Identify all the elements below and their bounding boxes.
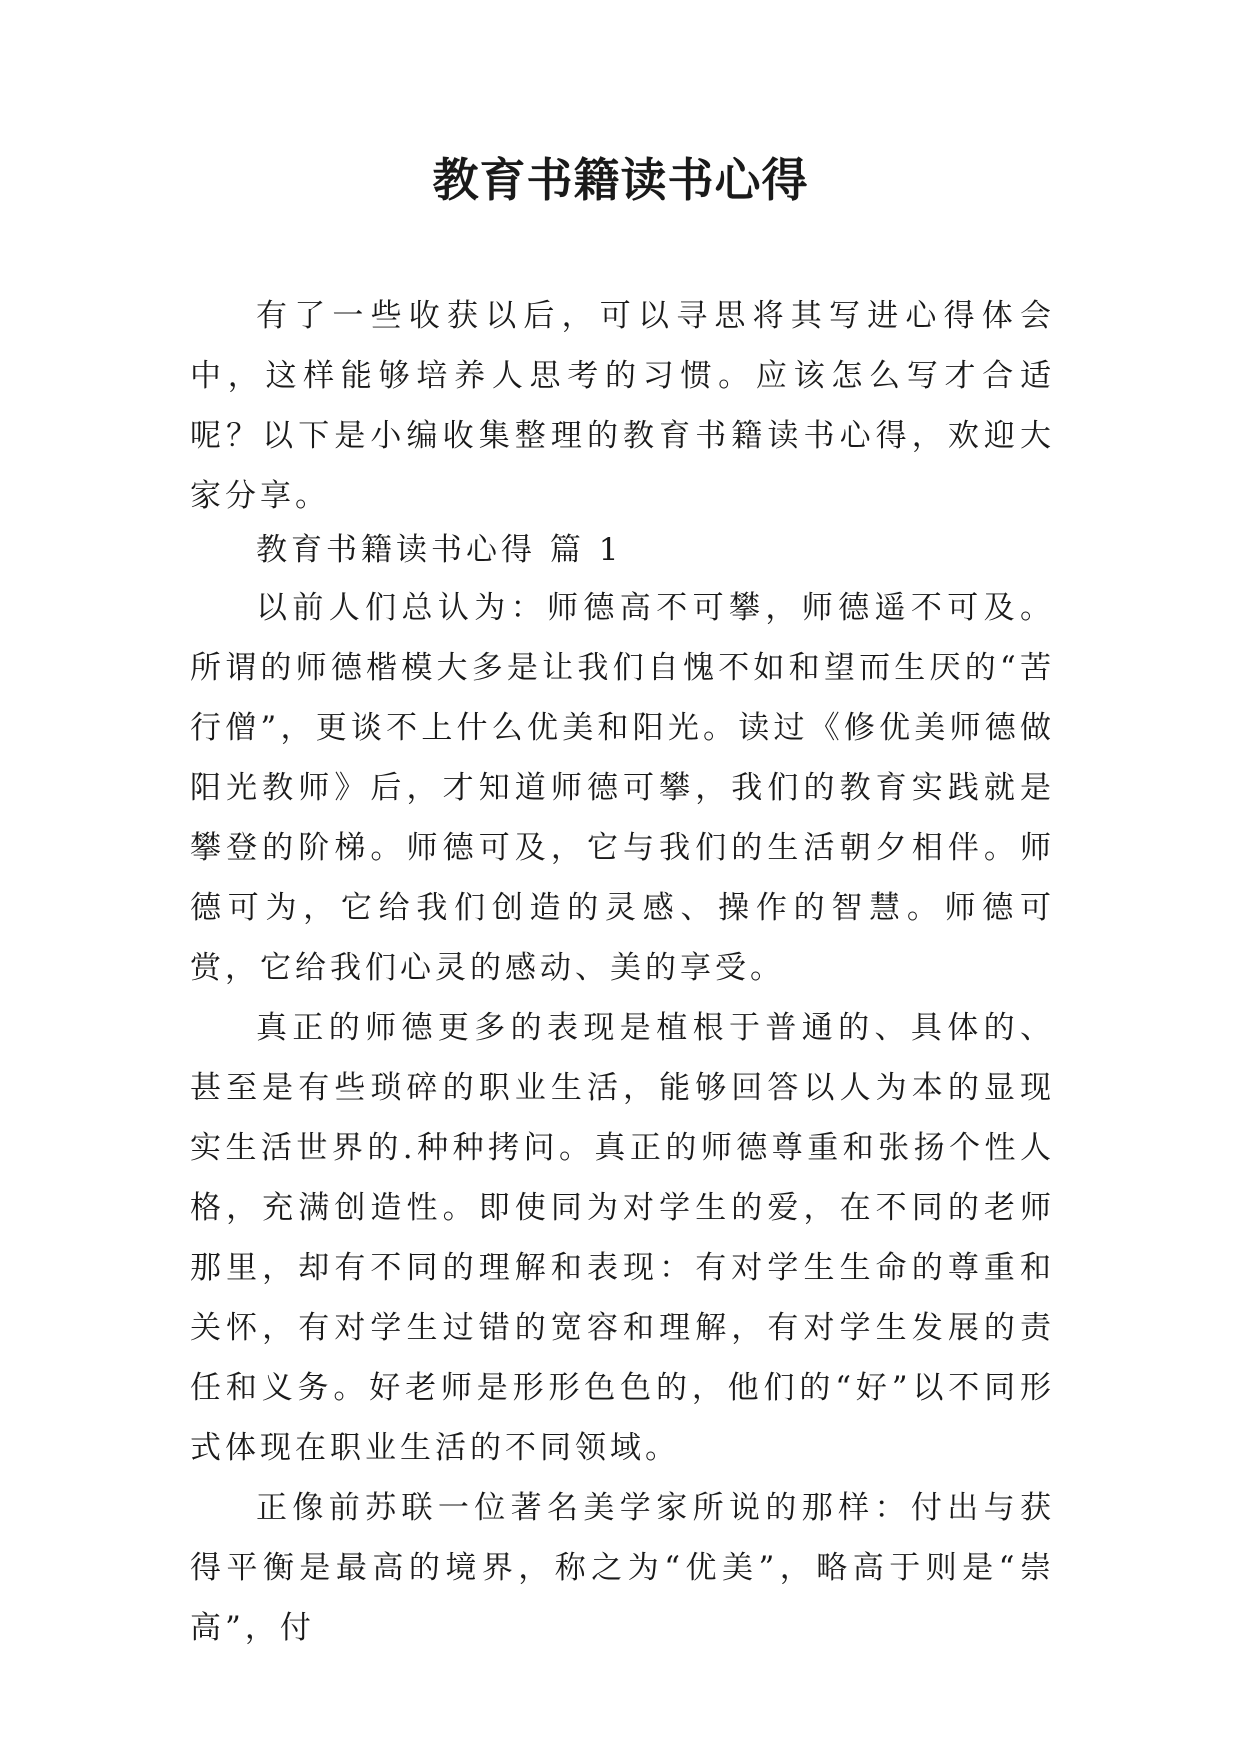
intro-block: [190, 286, 1055, 526]
body-paragraph-3: 正像前苏联一位著名美学家所说的那样：付出与获得平衡是最高的境界，称之为“优美”，略高于则是“崇高”，付: [190, 1490, 1055, 1646]
article-body: [190, 578, 1055, 1658]
section-heading: 教育书籍读书心得 篇 1: [256, 532, 623, 568]
body-paragraph-1: 以前人们总认为：师德高不可攀，师德遥不可及。所谓的师德楷模大多是让我们自愧不如和望而生厌的“苦行僧”，更谈不上什么优美和阳光。读过《修优美师德做阳光教师》后，才知道师德可攀，我们的教育实践就是攀登的阶梯。师德可及，它与我们的生活朝夕相伴。师德可为，它给我们创造的灵感、操作的智慧。师德可赏，它给我们心灵的感动、美的享受。: [190, 590, 1055, 986]
body-paragraph-2: 真正的师德更多的表现是植根于普通的、具体的、甚至是有些琐碎的职业生活，能够回答以人为本的显现实生活世界的.种种拷问。真正的师德尊重和张扬个性人格，充满创造性。即使同为对学生的爱，在不同的老师那里，却有不同的理解和表现：有对学生生命的尊重和关怀，有对学生过错的宽容和理解，有对学生发展的责任和义务。好老师是形形色色的，他们的“好”以不同形式体现在职业生活的不同领域。: [190, 1010, 1055, 1466]
intro-paragraph: 有了一些收获以后，可以寻思将其写进心得体会中，这样能够培养人思考的习惯。应该怎么写才合适呢？以下是小编收集整理的教育书籍读书心得，欢迎大家分享。: [190, 298, 1055, 514]
document-title: 教育书籍读书心得: [432, 153, 809, 207]
